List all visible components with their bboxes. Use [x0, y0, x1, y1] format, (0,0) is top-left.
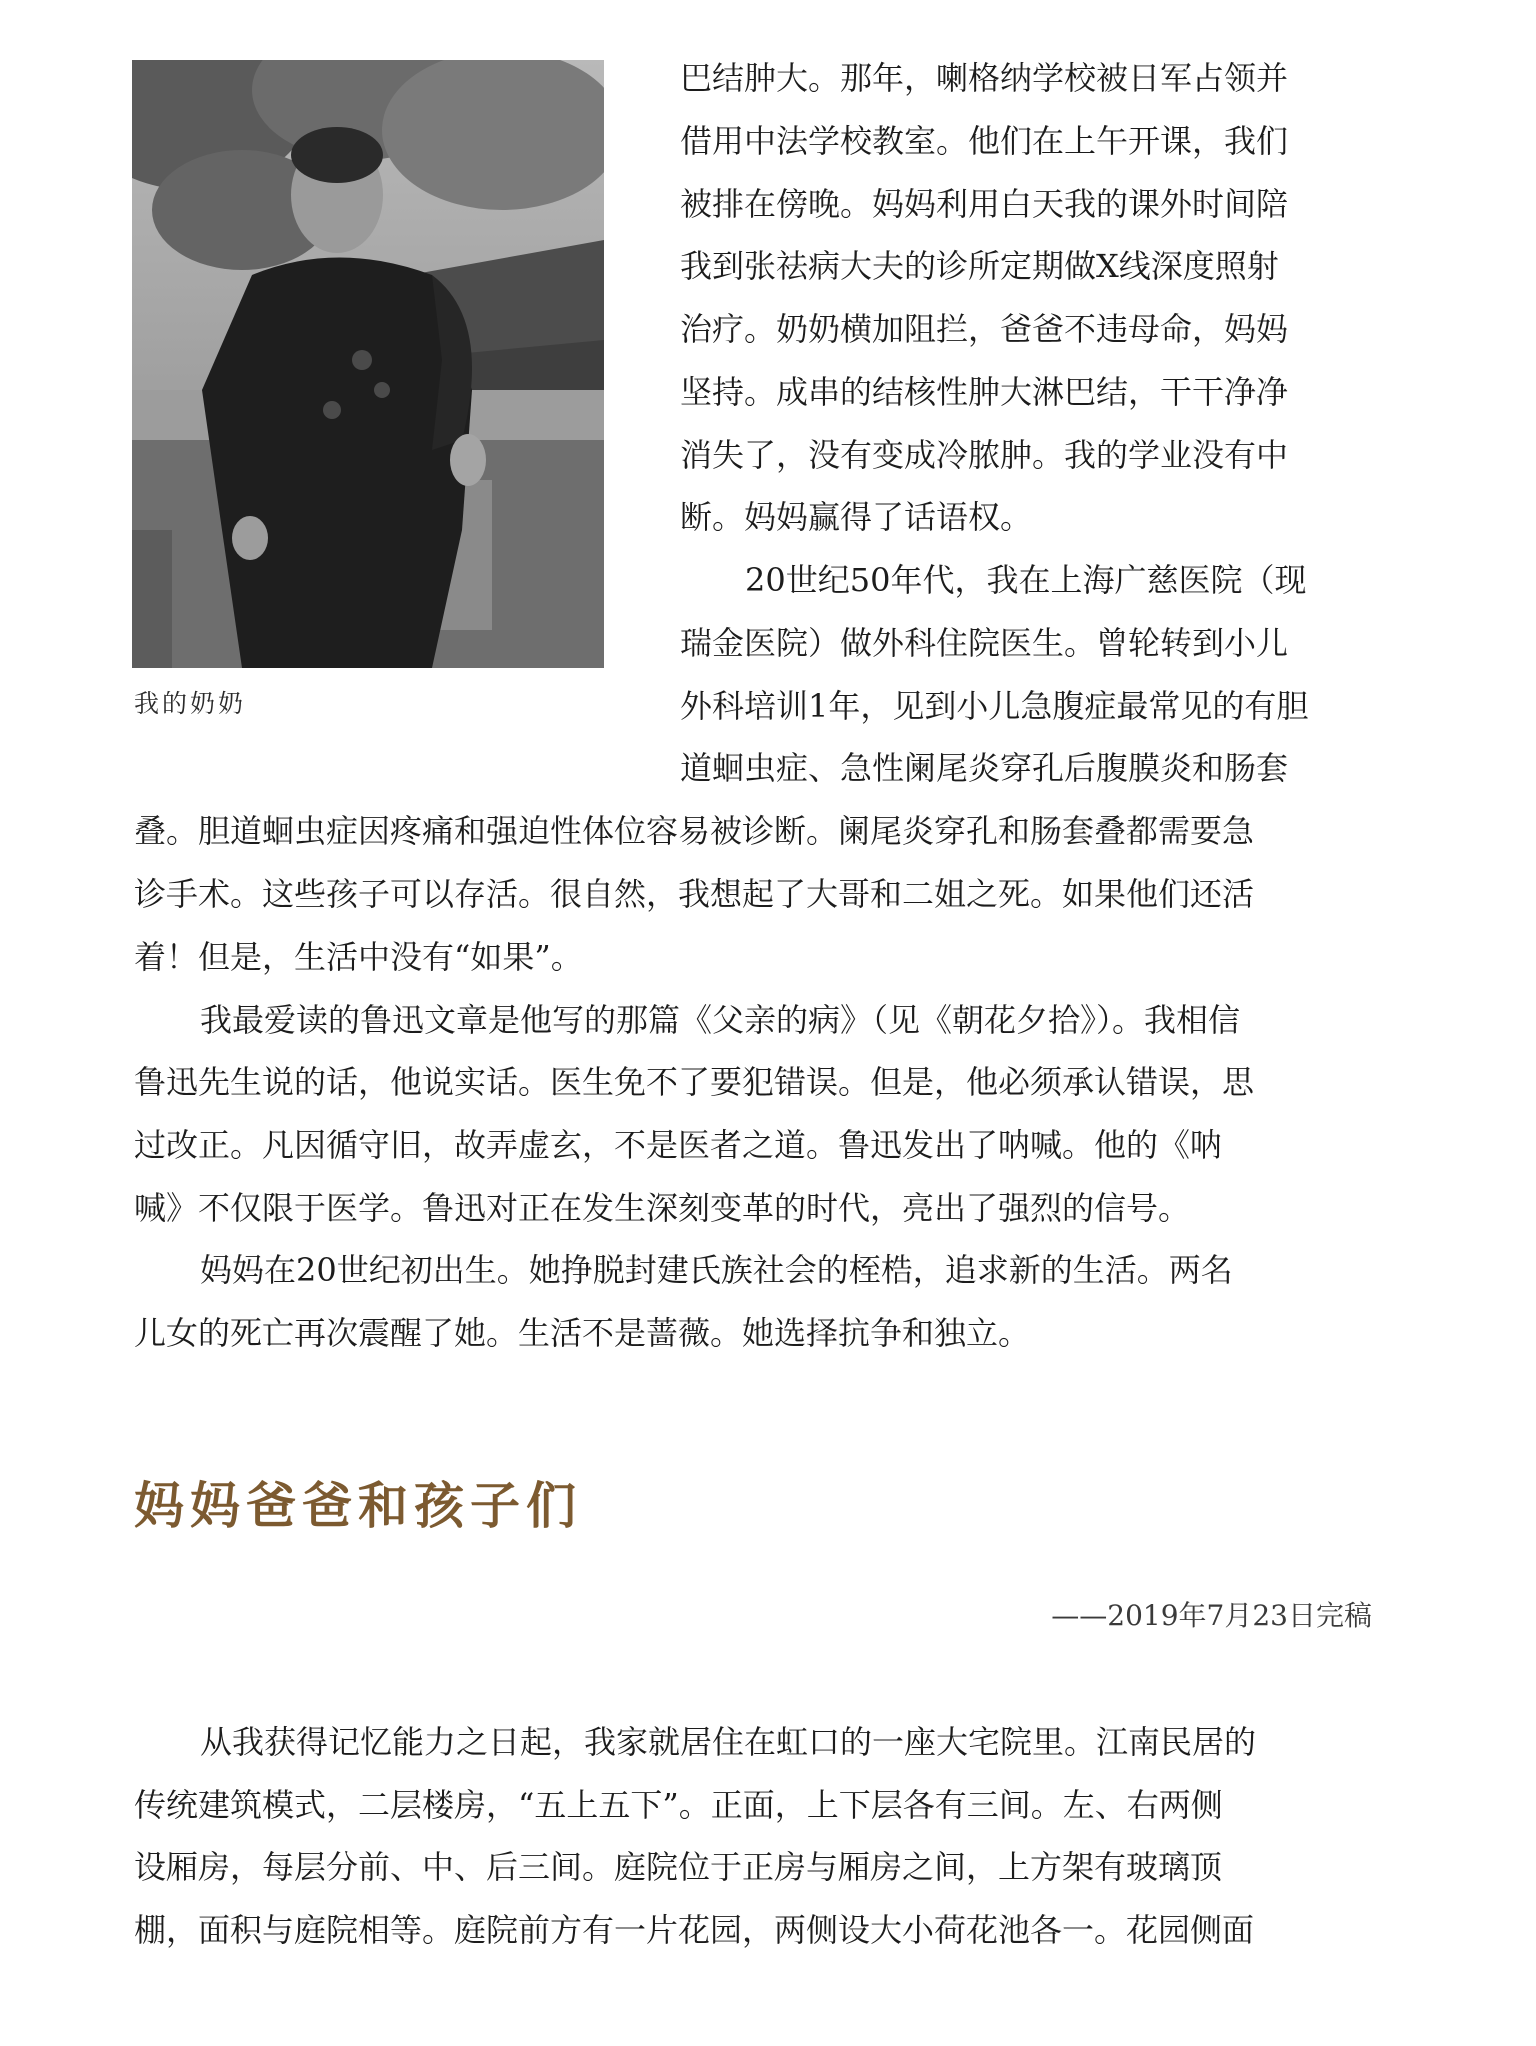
- text-line: 妈妈在20世纪初出生。她挣脱封建氏族社会的桎梏，追求新的生活。两名: [200, 1251, 1233, 1289]
- section-title: 妈妈爸爸和孩子们: [134, 1476, 582, 1535]
- text-line: 着！但是，生活中没有“如果”。: [134, 938, 583, 976]
- text-line: 鲁迅先生说的话，他说实话。医生免不了要犯错误。但是，他必须承认错误，思: [134, 1063, 1255, 1101]
- text-line: 诊手术。这些孩子可以存活。很自然，我想起了大哥和二姐之死。如果他们还活: [134, 875, 1255, 913]
- text-line: 外科培训1年，见到小儿急腹症最常见的有胆: [680, 687, 1309, 725]
- photo-image: [132, 60, 604, 668]
- text-line: 断。妈妈赢得了话语权。: [680, 498, 1033, 536]
- text-line: 消失了，没有变成冷脓肿。我的学业没有中: [680, 436, 1289, 474]
- text-line: 我最爱读的鲁迅文章是他写的那篇《父亲的病》（见《朝花夕拾》）。我相信: [200, 1001, 1241, 1039]
- text-line: 瑞金医院）做外科住院医生。曾轮转到小儿: [680, 624, 1289, 662]
- text-line: 借用中法学校教室。他们在上午开课，我们: [680, 122, 1289, 160]
- photo-caption: 我的奶奶: [134, 689, 247, 718]
- text-line: 道蛔虫症、急性阑尾炎穿孔后腹膜炎和肠套: [680, 749, 1289, 787]
- grandmother-photo: [132, 60, 604, 668]
- text-line: 过改正。凡因循守旧，故弄虚玄，不是医者之道。鲁迅发出了呐喊。他的《呐: [134, 1126, 1223, 1164]
- text-line: 我到张祛病大夫的诊所定期做X线深度照射: [680, 247, 1279, 285]
- text-line: 喊》不仅限于医学。鲁迅对正在发生深刻变革的时代，亮出了强烈的信号。: [134, 1189, 1191, 1227]
- text-line: 叠。胆道蛔虫症因疼痛和强迫性体位容易被诊断。阑尾炎穿孔和肠套叠都需要急: [134, 812, 1255, 850]
- text-line: 儿女的死亡再次震醒了她。生活不是蔷薇。她选择抗争和独立。: [134, 1314, 1031, 1352]
- text-line: 设厢房，每层分前、中、后三间。庭院位于正房与厢房之间，上方架有玻璃顶: [134, 1848, 1223, 1886]
- text-line: 从我获得记忆能力之日起，我家就居住在虹口的一座大宅院里。江南民居的: [200, 1723, 1257, 1761]
- text-line: 传统建筑模式，二层楼房，“五上五下”。正面，上下层各有三间。左、右两侧: [134, 1786, 1223, 1824]
- text-line: 坚持。成串的结核性肿大淋巴结，干干净净: [680, 373, 1289, 411]
- completion-date: ——2019年7月23日完稿: [1051, 1599, 1372, 1632]
- text-line: 治疗。奶奶横加阻拦，爸爸不违母命，妈妈: [680, 310, 1289, 348]
- text-line: 巴结肿大。那年，喇格纳学校被日军占领并: [680, 59, 1289, 97]
- text-line: 20世纪50年代，我在上海广慈医院（现: [745, 561, 1307, 599]
- text-line: 被排在傍晚。妈妈利用白天我的课外时间陪: [680, 185, 1289, 223]
- text-line: 棚，面积与庭院相等。庭院前方有一片花园，两侧设大小荷花池各一。花园侧面: [134, 1911, 1255, 1949]
